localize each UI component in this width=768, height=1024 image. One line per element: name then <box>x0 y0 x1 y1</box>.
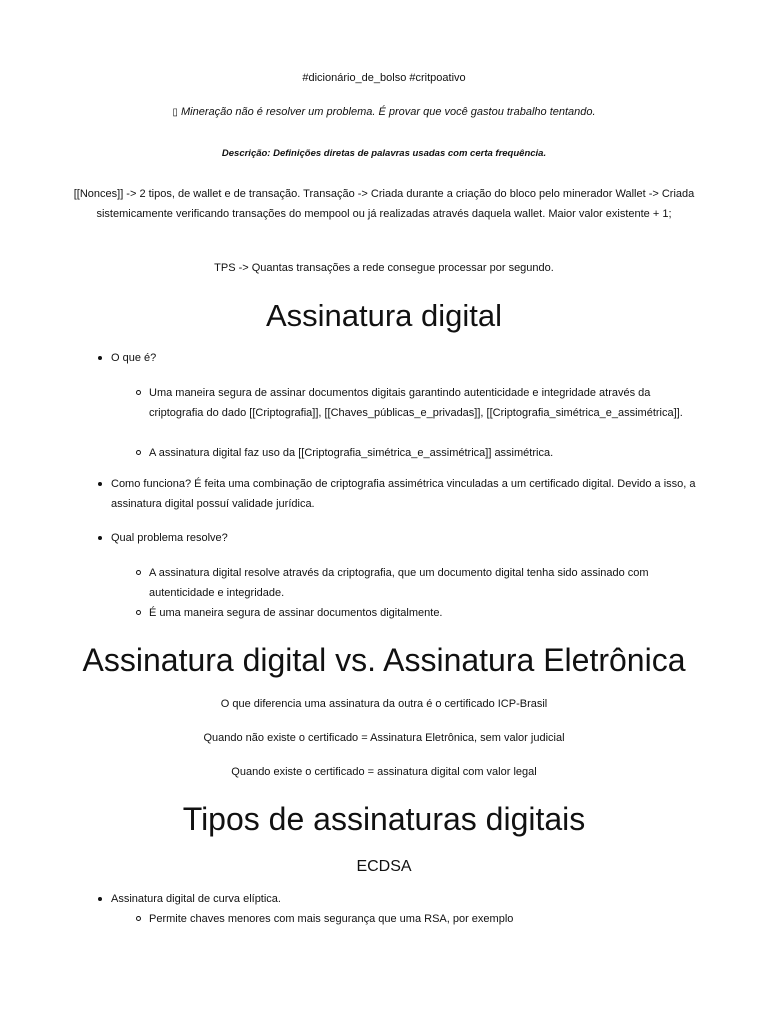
list-item: Uma maneira segura de assinar documentos digitais garantindo autenticidade e integridade através da criptografia do dado [[Criptografia]], [[Chaves_públicas_e_privadas]], [[Criptografia_simétrica_e_assimétrica]]. <box>149 383 701 423</box>
heading-digital-vs-eletronica: Assinatura digital vs. Assinatura Eletrônica <box>82 642 686 678</box>
heading-assinatura-digital: Assinatura digital <box>265 298 503 333</box>
nonces-paragraph: [[Nonces]] -> 2 tipos, de wallet e de transação. Transação -> Criada durante a criação do bloco pelo minerador Wallet -> Criada sistemicamente verificando transações do mempool ou já realizadas através daquela wallet. Maior valor existente + 1; <box>73 188 695 220</box>
comparison-line: Quando não existe o certificado = Assinatura Eletrônica, sem valor judicial <box>203 732 565 744</box>
list-item: A assinatura digital resolve através da criptografia, que um documento digital tenha sido assinado com autenticidade e integridade. <box>149 563 701 603</box>
comparison-line: Quando existe o certificado = assinatura digital com valor legal <box>231 766 537 778</box>
list-item: O que é? <box>111 348 701 368</box>
list-item: Qual problema resolve? <box>111 528 701 548</box>
list-item: É uma maneira segura de assinar documentos digitalmente. <box>149 603 701 623</box>
list-item: Permite chaves menores com mais segurança que uma RSA, por exemplo <box>149 909 701 929</box>
heading-tipos-assinaturas: Tipos de assinaturas digitais <box>182 801 586 837</box>
list-item: Assinatura digital de curva elíptica. <box>111 889 701 909</box>
list-item: Como funciona? É feita uma combinação de criptografia assimétrica vinculadas a um certificado digital. Devido a isso, a assinatura digital possuí validade jurídica. <box>111 474 701 514</box>
description-line: Descrição: Definições diretas de palavras usadas com certa frequência. <box>221 148 547 159</box>
list-item: A assinatura digital faz uso da [[Criptografia_simétrica_e_assimétrica]] assimétrica. <box>149 443 701 463</box>
subheading-ecdsa: ECDSA <box>356 858 412 875</box>
tps-paragraph: TPS -> Quantas transações a rede consegue processar por segundo. <box>214 262 554 274</box>
comparison-line: O que diferencia uma assinatura da outra é o certificado ICP-Brasil <box>220 698 548 710</box>
quote-line <box>0 102 768 123</box>
quote-glyph-icon: ▯ <box>172 107 178 118</box>
tags-line: #dicionário_de_bolso #critpoativo <box>302 72 466 84</box>
quote-text: Mineração não é resolver um problema. É provar que você gastou trabalho tentando. <box>180 106 596 118</box>
